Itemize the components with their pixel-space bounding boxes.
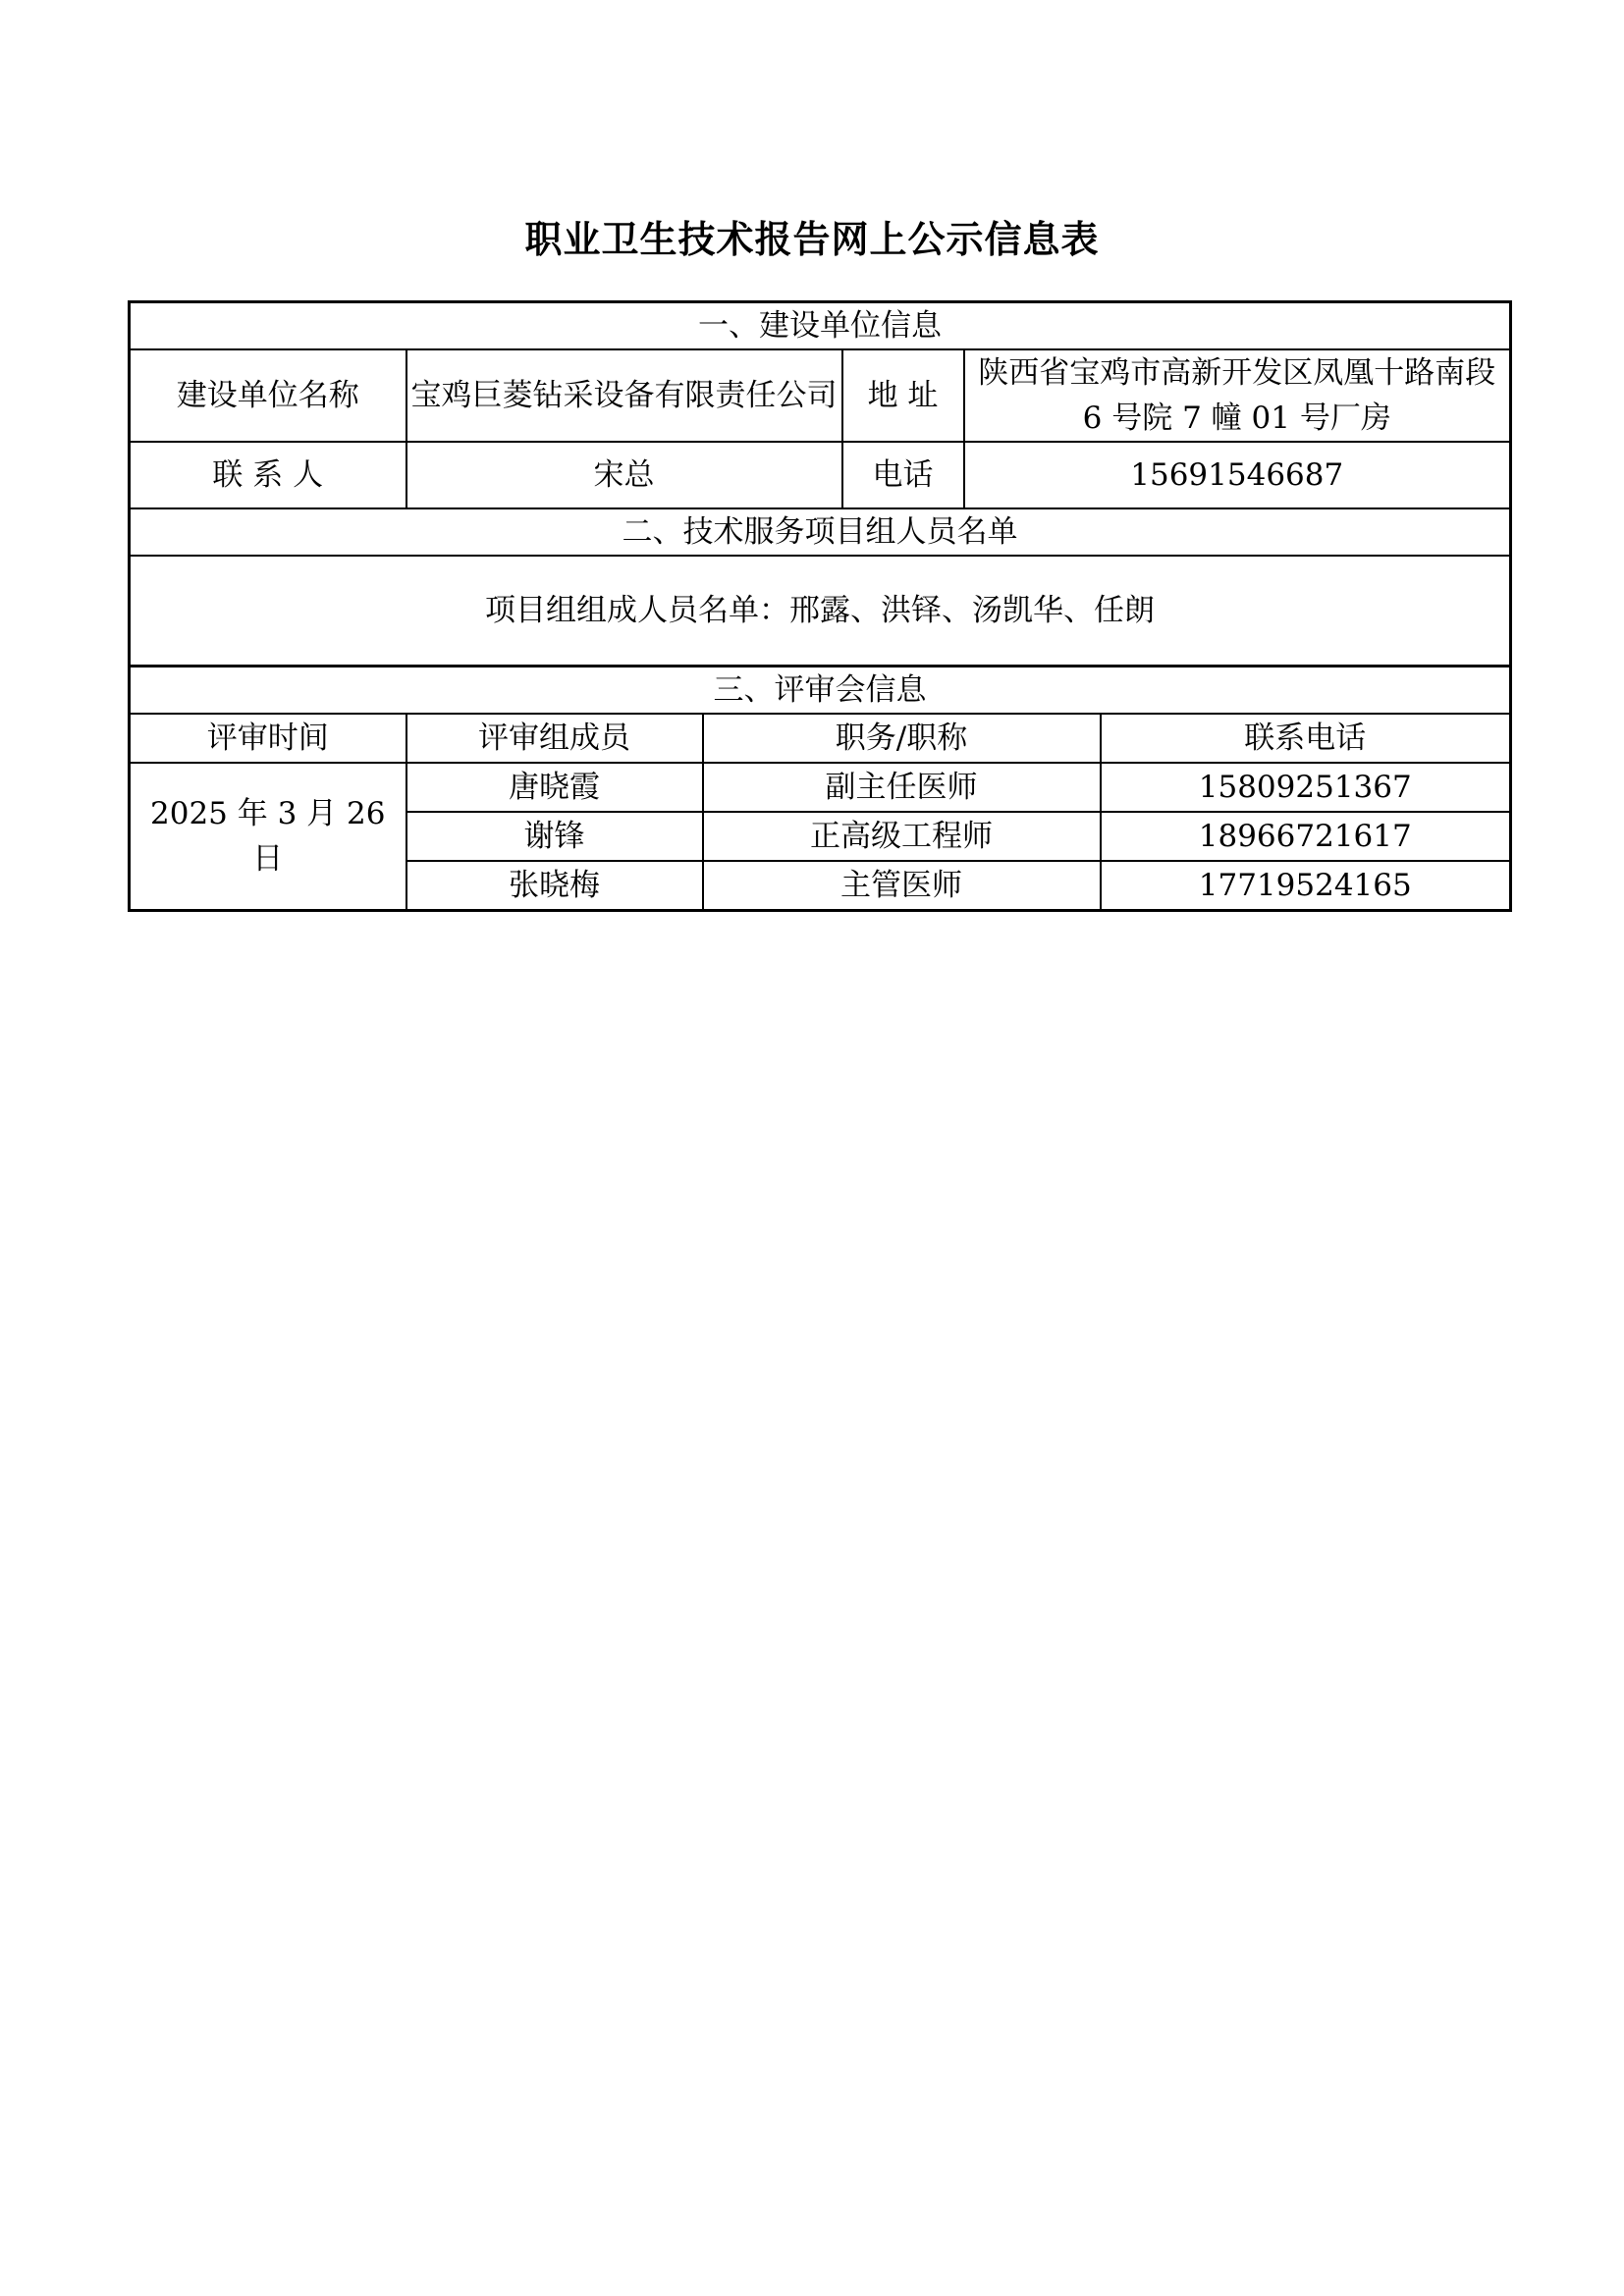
col-header-phone: 联系电话 — [1101, 714, 1511, 763]
contact-label: 联 系 人 — [130, 442, 406, 508]
address-label: 地 址 — [842, 349, 964, 442]
contact-value: 宋总 — [406, 442, 842, 508]
review-header-row — [130, 714, 1511, 763]
col-header-reviewer: 评审组成员 — [406, 714, 703, 763]
reviewer-row — [130, 763, 1511, 812]
company-name-value: 宝鸡巨菱钻采设备有限责任公司 — [406, 349, 842, 442]
reviewer-phone: 17719524165 — [1101, 861, 1511, 911]
col-header-review-date: 评审时间 — [130, 714, 406, 763]
reviewer-name: 唐晓霞 — [406, 763, 703, 812]
info-table-top — [128, 300, 1512, 667]
reviewer-title: 正高级工程师 — [703, 812, 1101, 861]
section2-heading-row — [130, 508, 1511, 556]
section3-heading: 三、评审会信息 — [130, 667, 1511, 714]
section1-heading: 一、建设单位信息 — [130, 302, 1511, 350]
col-header-title: 职务/职称 — [703, 714, 1101, 763]
reviewer-name: 张晓梅 — [406, 861, 703, 911]
company-row — [130, 349, 1511, 442]
contact-row — [130, 442, 1511, 508]
phone-label: 电话 — [842, 442, 964, 508]
reviewer-phone: 15809251367 — [1101, 763, 1511, 812]
members-text: 项目组组成人员名单：邢露、洪铎、汤凯华、任朗 — [130, 556, 1511, 667]
reviewer-phone: 18966721617 — [1101, 812, 1511, 861]
address-value: 陕西省宝鸡市高新开发区凤凰十路南段 6 号院 7 幢 01 号厂房 — [964, 349, 1511, 442]
document-title: 职业卫生技术报告网上公示信息表 — [524, 218, 1100, 261]
reviewer-name: 谢锋 — [406, 812, 703, 861]
review-date: 2025 年 3 月 26 日 — [130, 763, 406, 911]
reviewer-title: 主管医师 — [703, 861, 1101, 911]
reviewer-title: 副主任医师 — [703, 763, 1101, 812]
members-row — [130, 556, 1511, 667]
info-table-wrapper — [128, 300, 1509, 912]
company-name-label: 建设单位名称 — [130, 349, 406, 442]
section2-heading: 二、技术服务项目组人员名单 — [130, 508, 1511, 556]
phone-value: 15691546687 — [964, 442, 1511, 508]
info-table-review — [128, 667, 1512, 912]
section3-heading-row — [130, 667, 1511, 714]
section1-heading-row — [130, 302, 1511, 350]
